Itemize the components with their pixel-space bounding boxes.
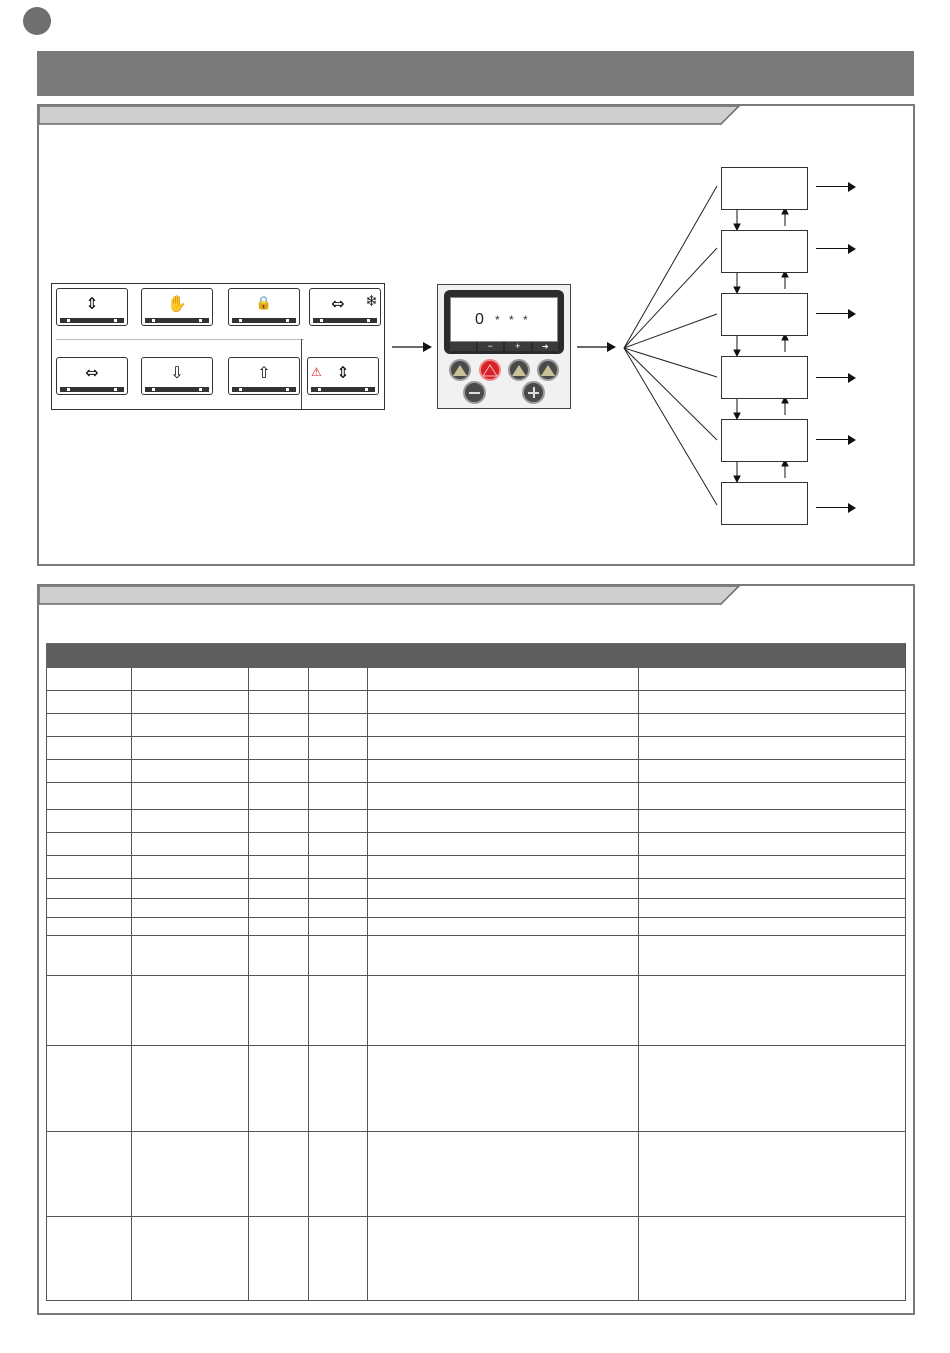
menu-box-1 [721,167,808,210]
menu-box-3 [721,293,808,336]
table-grid [46,643,908,1303]
snowflake-icon: ❄ [365,292,378,310]
menu-box-6 [721,482,808,525]
softkey-strip [450,342,558,351]
menu-arrow-2 [816,244,856,254]
softkey-enter[interactable]: ➜ [533,342,559,351]
softkey-minus[interactable]: − [478,342,504,351]
menu-box-5 [721,419,808,462]
screen-value: 0 [475,311,484,328]
arrow-button-1[interactable] [449,359,471,381]
menu-arrow-4 [816,373,856,383]
arrow-button-3[interactable] [508,359,530,381]
screen-mask: * * * [495,313,531,327]
keypad-unit [437,284,571,409]
softkey-1[interactable] [450,342,476,351]
left-right-arrow-icon: ⇔ [85,363,99,382]
menu-arrow-6 [816,503,856,513]
hand-stop-icon: ✋ [167,294,187,313]
up-arrow-icon: ⇧ [257,363,271,382]
menu-arrow-3 [816,309,856,319]
plus-button[interactable] [522,381,545,404]
plus-icon-vertical [533,387,535,398]
down-arrow-icon: ⇩ [170,363,184,382]
lock-icon: 🔒 [255,296,273,311]
stop-red-button[interactable] [479,359,501,381]
menu-arrow-1 [816,182,856,192]
arrow-button-4[interactable] [537,359,559,381]
menu-box-4 [721,356,808,399]
section-2-tab [39,586,759,606]
up-down-arrow-icon: ⇕ [85,294,99,313]
menu-box-2 [721,230,808,273]
minus-icon [469,392,480,394]
parameter-table [46,643,906,1301]
softkey-plus[interactable]: + [505,342,531,351]
menu-arrow-5 [816,435,856,445]
keypad-screen [450,297,558,342]
up-down-arrow-icon: ⇕ [336,363,350,382]
warning-icon: ⚠ [311,365,322,379]
minus-button[interactable] [463,381,486,404]
left-right-arrow-icon: ⇔ [331,294,345,313]
